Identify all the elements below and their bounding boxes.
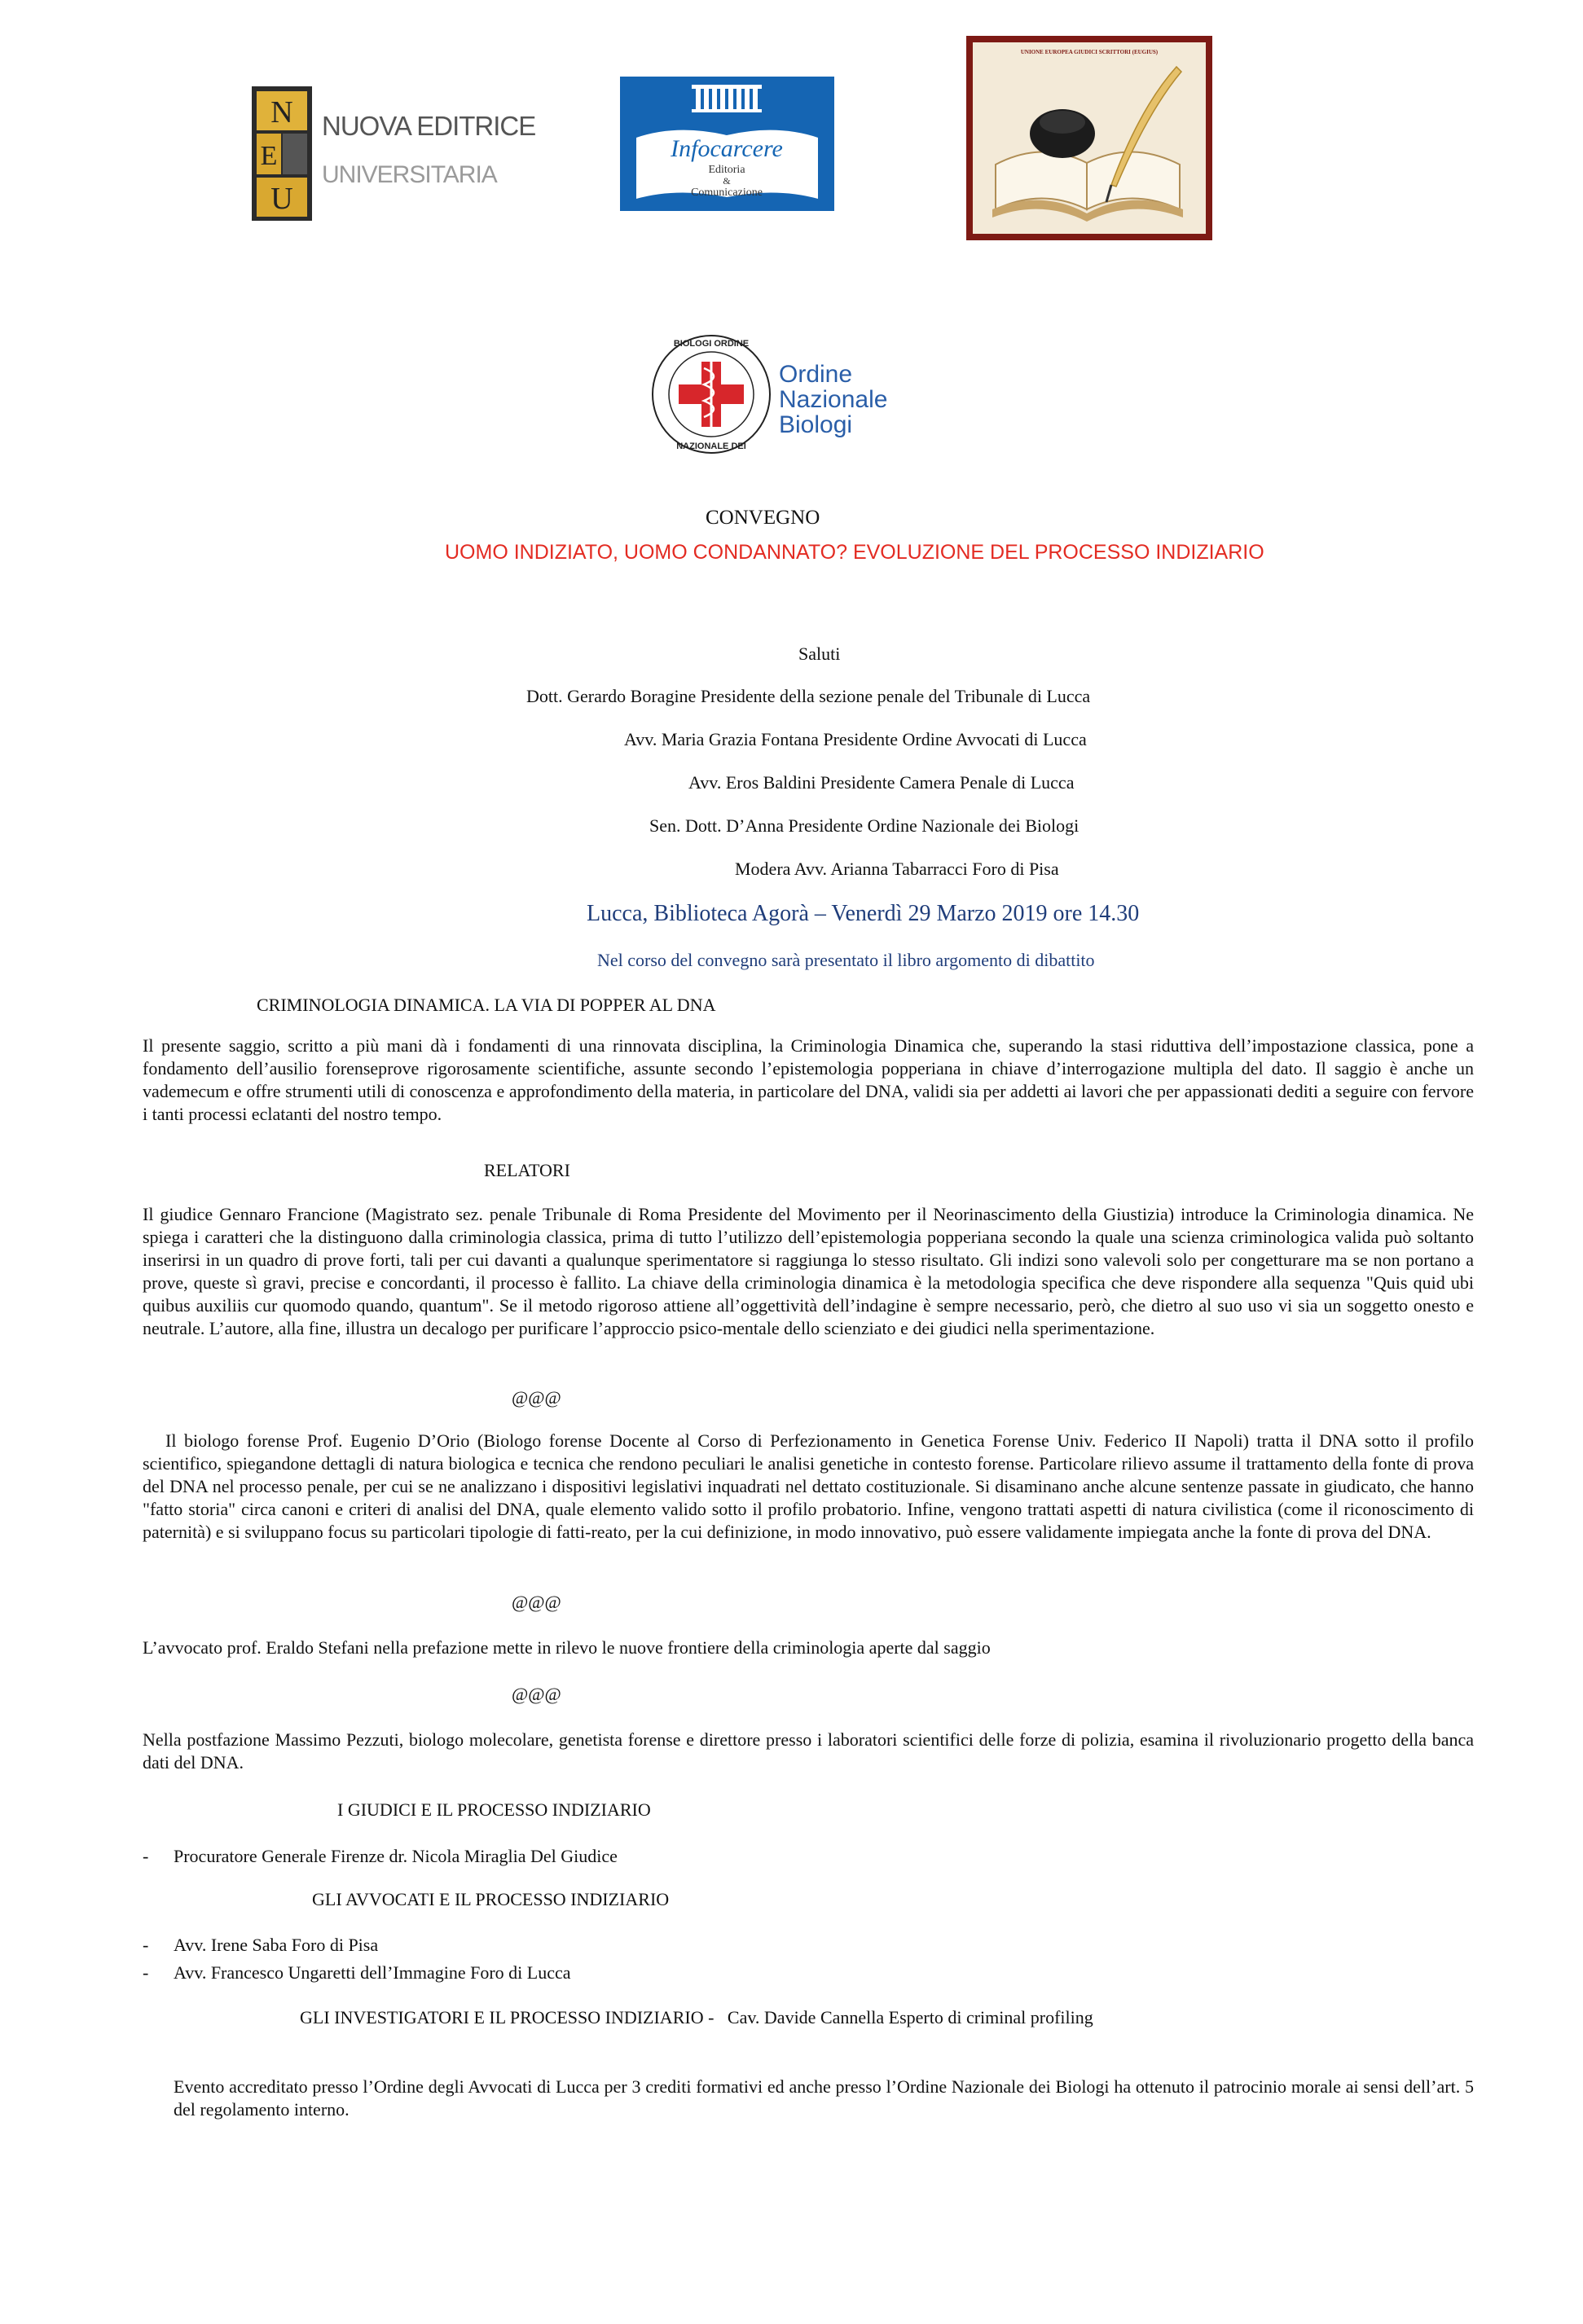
separator: @@@ <box>512 1387 561 1408</box>
relatore-stefani: L’avvocato prof. Eraldo Stefani nella prefazione mette in rilevo le nuove frontiere della criminologia aperte dal saggio <box>143 1637 991 1658</box>
investigatori-section <box>300 2007 1093 2028</box>
svg-text:UNIONE EUROPEA GIUDICI SCRITTO: UNIONE EUROPEA GIUDICI SCRITTORI (EUGIUS) <box>1020 49 1159 55</box>
event-title: UOMO INDIZIATO, UOMO CONDANNATO? EVOLUZIONE DEL PROCESSO INDIZIARIO <box>445 541 1264 564</box>
separator: @@@ <box>512 1684 561 1704</box>
relatore-francione: Il giudice Gennaro Francione (Magistrato sez. penale Tribunale di Roma Presidente del Movimento per il Neorinascimento della Giustizia) introduce la Criminologia dinamica. Ne spiega i caratteri che la distinguono dalla criminologia classica, prima di tutto l’utilizzo dell’epistemologia popperiana secondo la quale una scienza criminologica valida può soltanto inserirsi in un quadro di prove forti, tali per cui davanti a qualunque sperimentatore si raggiunga lo stesso risultato. Gli indizi sono valevoli solo per congetturare ma se non portano a prove, queste sì gravi, precise e concordanti, il processo è fallito. La chiave della criminologia dinamica è la metodologia specifica che deve rispondere alla sequenza "Quis quid ubi quibus auxiliis cur quomodo quando, quantum". Se il metodo rigoroso attiene all’oggettività dell’indagine è sempre necessario, però, che dietro al suo uso vi sia un soggetto onesto e neutrale. L’autore, alla fine, illustra un decalogo per purificare l’approccio psico-mentale dello scienziato e dei giudici nella sperimentazione. <box>143 1204 1474 1338</box>
avvocati-heading: GLI AVVOCATI E IL PROCESSO INDIZIARIO <box>312 1889 670 1909</box>
infocarcere-logo <box>620 77 834 211</box>
book-title: CRIMINOLOGIA DINAMICA. LA VIA DI POPPER AL DNA <box>257 995 716 1015</box>
relatore-pezzuti: Nella postfazione Massimo Pezzuti, biologo molecolare, genetista forense e direttore presso i laboratori scientifici delle forze di polizia, esamina il rivoluzionario progetto della banca dati del DNA. <box>143 1729 1474 1773</box>
svg-text:BIOLOGI ORDINE: BIOLOGI ORDINE <box>673 339 750 349</box>
ordine-nazionale-biologi-logo <box>650 323 903 466</box>
saluti-line: Avv. Eros Baldini Presidente Camera Penale di Lucca <box>688 772 1075 793</box>
accreditation-note: Evento accreditato presso l’Ordine degli Avvocati di Lucca per 3 crediti formativi ed anche presso l’Ordine Nazionale dei Biologi ha ottenuto il patrocinio morale ai sensi dell’art. 5 del regolamento interno. <box>174 2076 1474 2120</box>
relatori-heading: RELATORI <box>484 1160 570 1180</box>
event-note: Nel corso del convegno sarà presentato il libro argomento di dibattito <box>597 950 1095 970</box>
book-quill-icon <box>973 42 1206 234</box>
infocarcere-book-icon <box>620 77 834 211</box>
book-description: Il presente saggio, scritto a più mani dà i fondamenti di una rinnovata disciplina, la Criminologia Dinamica che, superando la stasi riduttiva dell’impostazione classica, pone a fondamento dell’ausilio forenseprove rigorosamente scientifiche, assunte secondo l’epistemologia popperiana in chiave d’interrogazione multipla del dato. Il saggio è anche un vademecum e offre strumenti utili di conoscenza e approfondimento della materia, in particolare del DNA, validi sia per addetti ai lavori che per appassionati dediti a seguire con fervore i tanti processi eclatanti del nostro tempo. <box>143 1035 1474 1124</box>
svg-text:Nazionale: Nazionale <box>779 386 888 413</box>
svg-text:&: & <box>723 175 731 187</box>
relatore-dorio: Il biologo forense Prof. Eugenio D’Orio (Biologo forense Docente al Corso di Perfezionamento in Genetica Forense Univ. Federico II Napoli) tratta il DNA sotto il profilo scientifico, spiegandone dettagli di natura biologica e tecnica che rendono peculiari le analisi genetiche in contesto forense. Particolare rilievo assume il trattamento della fonte di prova del DNA nel processo penale, per cui se ne analizzano i dispositivi legislativi inquadrati nel dettato costituzionale. Si disaminano anche alcune sentenze passate in giudicato, che hanno "fatto storia" circa canoni e criteri di analisi del DNA, quale elemento valido sotto il profilo probatorio. Infine, vengono trattati aspetti di natura civilistica (come il riconoscimento di paternità) e si sviluppano focus su particolari tipologie di fatti-reato, per la cui definizione, in modo innovativo, può essere validamente impiegata anche la fonte di prova del DNA. <box>143 1430 1474 1542</box>
svg-text:Infocarcere: Infocarcere <box>671 135 783 162</box>
saluti-line: Avv. Maria Grazia Fontana Presidente Ordine Avvocati di Lucca <box>624 729 1087 749</box>
list-item: - Procuratore Generale Firenze dr. Nicola Miraglia Del Giudice <box>143 1846 618 1866</box>
saluti-line: Dott. Gerardo Boragine Presidente della sezione penale del Tribunale di Lucca <box>526 686 1091 706</box>
svg-text:NAZIONALE DEI: NAZIONALE DEI <box>676 442 746 451</box>
svg-text:U: U <box>270 182 293 216</box>
svg-text:Comunicazione: Comunicazione <box>691 187 763 199</box>
convegno-label: CONVEGNO <box>706 507 820 529</box>
svg-text:Ordine: Ordine <box>779 361 853 388</box>
investigatori-heading: GLI INVESTIGATORI E IL PROCESSO INDIZIARIO - <box>300 2007 715 2027</box>
nuova-editrice-universitaria-logo <box>247 86 536 221</box>
svg-text:N: N <box>270 95 293 130</box>
list-item: - Avv. Francesco Ungaretti dell’Immagine Foro di Lucca <box>143 1962 571 1983</box>
svg-text:Biologi: Biologi <box>779 411 853 438</box>
saluti-heading: Saluti <box>798 644 841 664</box>
saluti-line: Modera Avv. Arianna Tabarracci Foro di Pisa <box>735 859 1059 879</box>
neu-logo-line1: NUOVA EDITRICE <box>322 111 536 141</box>
eugius-logo <box>966 36 1212 240</box>
list-item: - Avv. Irene Saba Foro di Pisa <box>143 1935 379 1955</box>
onb-seal-icon <box>650 323 903 466</box>
svg-text:Editoria: Editoria <box>708 164 745 176</box>
investigatori-speaker: Cav. Davide Cannella Esperto di criminal profiling <box>727 2007 1093 2027</box>
giudici-heading: I GIUDICI E IL PROCESSO INDIZIARIO <box>337 1799 651 1820</box>
event-location-date: Lucca, Biblioteca Agorà – Venerdì 29 Marzo 2019 ore 14.30 <box>587 901 1140 926</box>
separator: @@@ <box>512 1592 561 1612</box>
neu-logo-line2: UNIVERSITARIA <box>322 161 497 188</box>
saluti-line: Sen. Dott. D’Anna Presidente Ordine Nazionale dei Biologi <box>649 815 1080 836</box>
neu-blocks-icon <box>252 86 312 221</box>
svg-text:E: E <box>260 141 278 171</box>
